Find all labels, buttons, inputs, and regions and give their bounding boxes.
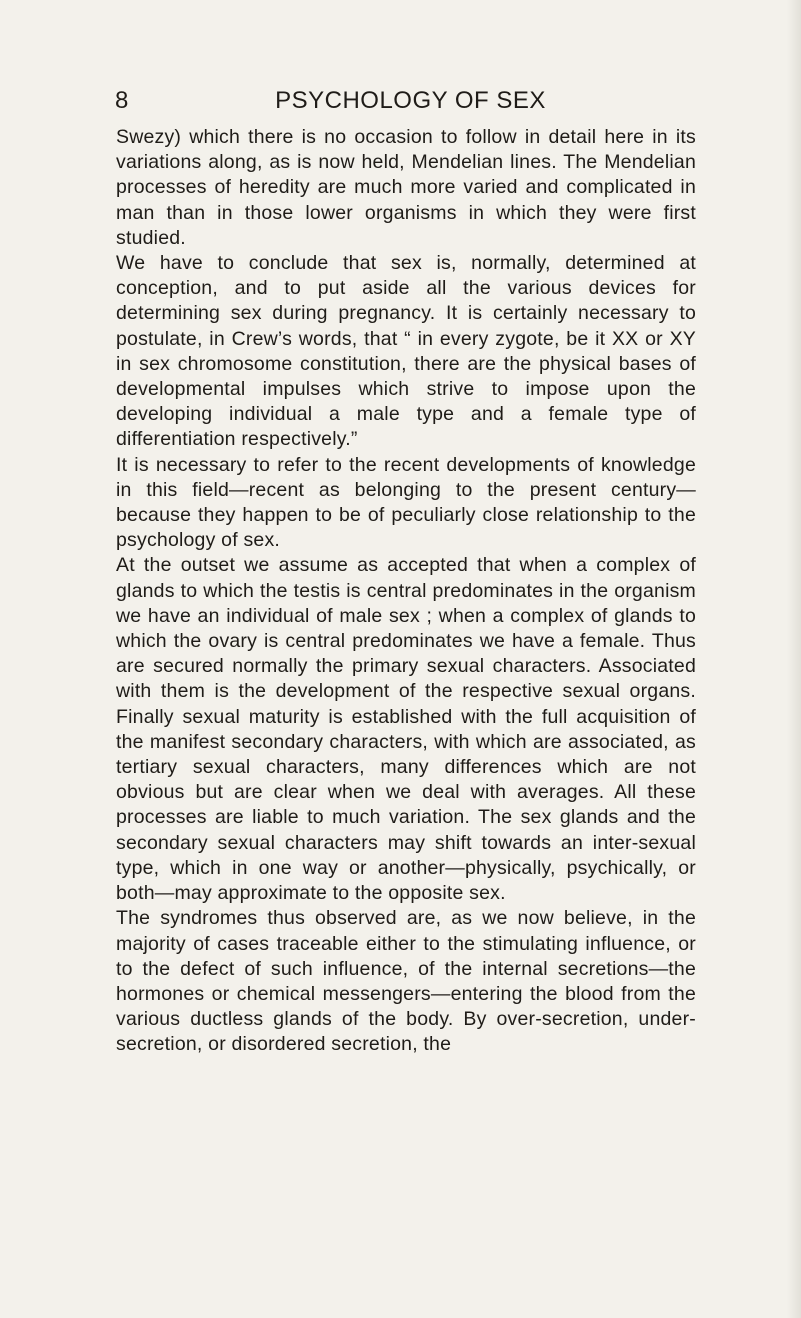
running-title: PSYCHOLOGY OF SEX xyxy=(275,87,546,114)
paragraph-gland-complexes: At the outset we assume as accepted that when a complex of glands to which the testis is central predominates in the organism we have an individual of male sex ; when a complex of glands to which the ovary is central predominates we have a female. Thus are secured normally the primary sexual characters. Associated with them is the development of the respective sexual organs. Finally sexual maturity is established with the full acquisition of the manifest secondary characters, with which are associated, as tertiary sexual characters, many differences which are not obvious but are clear when we deal with averages. All these processes are liable to much variation. The sex glands and the secondary sexual characters may shift towards an inter-sexual type, which in one way or another—physically, psychically, or both—may approximate to the opposite sex. xyxy=(116,554,696,905)
paragraph-recent-developments: It is necessary to refer to the recent developments of knowledge in this field—recent as belonging to the present century—because they happen to be of peculiarly close relationship to the psychology of sex. xyxy=(116,453,696,552)
paragraph-continuation: Swezy) which there is no occasion to follow in detail here in its variations along, as is now held, Mendelian lines. The Mendelian processes of heredity are much more varied and complicated in man than in those lower organisms in which they were first studied. xyxy=(116,126,696,249)
page-number: 8 xyxy=(115,87,129,114)
paragraph-sex-determination: We have to conclude that sex is, normally, determined at conception, and to put aside all the various devices for determining sex during pregnancy. It is certainly necessary to postulate, in Crew’s words, that “ in every zygote, be it XX or XY in sex chromosome constitution, there are the physical bases of developmental impulses which strive to impose upon the developing individual a male type and a female type of differentiation respectively.” xyxy=(116,252,696,451)
running-head xyxy=(0,84,801,118)
paragraph-syndromes: The syndromes thus observed are, as we now believe, in the majority of cases traceable either to the stimulating influence, or to the defect of such influence, of the internal secretions—the hormones or chemical messengers—entering the blood from the various ductless glands of the body. By over-secretion, under-secretion, or disordered secretion, the xyxy=(116,907,696,1056)
body-text xyxy=(116,125,696,1058)
page-edge-shadow xyxy=(787,0,801,1318)
